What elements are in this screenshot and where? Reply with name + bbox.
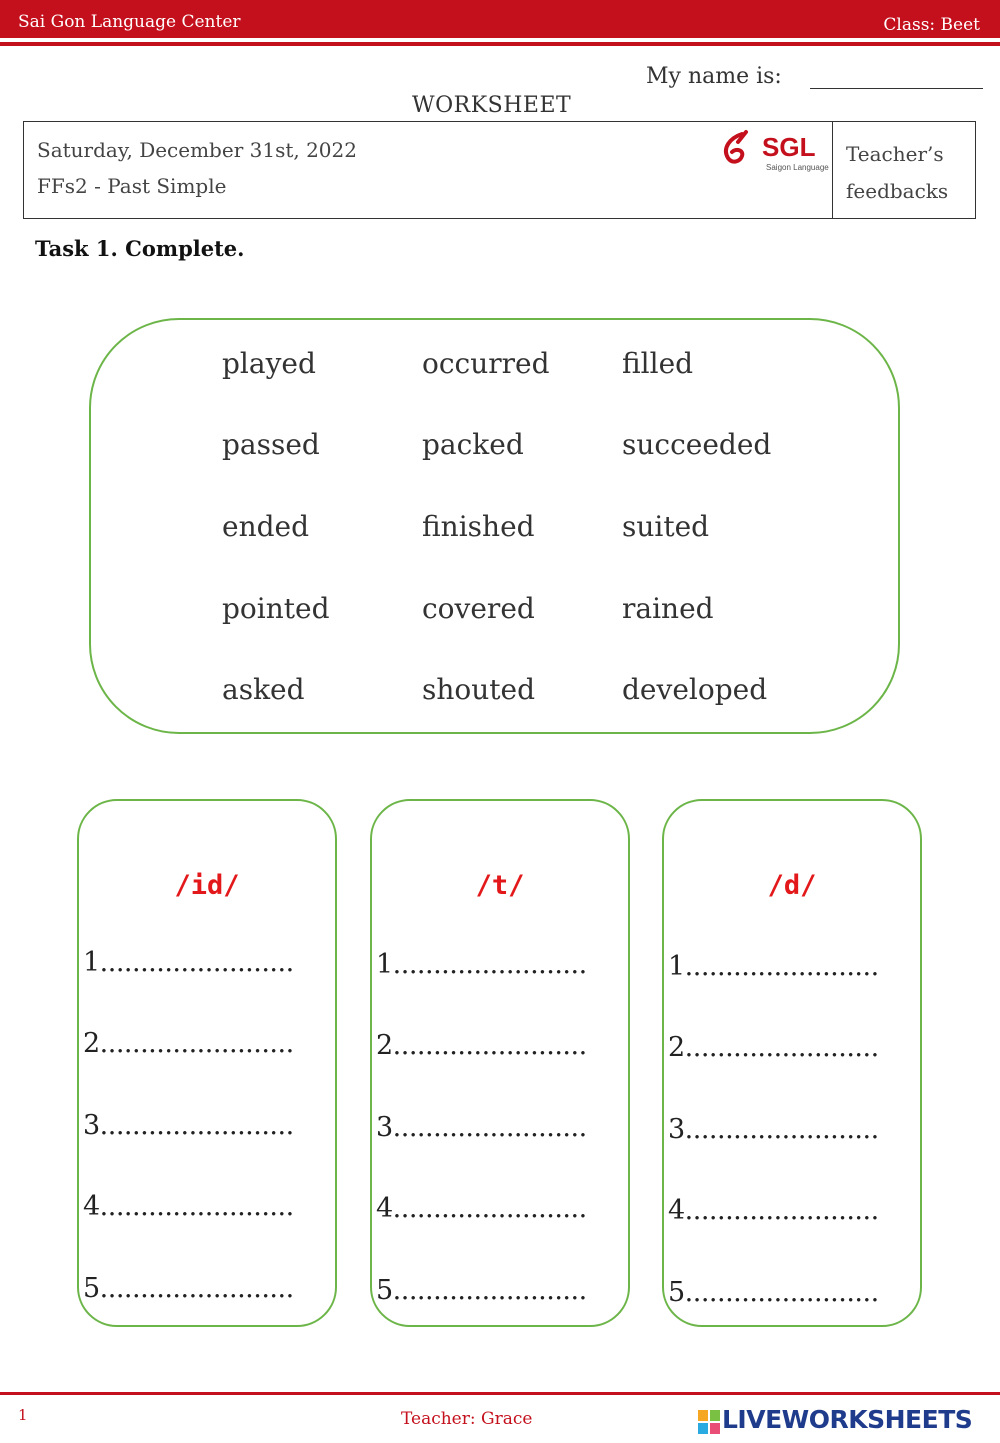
word-item[interactable]: developed xyxy=(622,673,768,706)
column-heading: /d/ xyxy=(767,870,817,901)
word-item[interactable]: played xyxy=(222,347,316,380)
logo-subtext: Saigon Language xyxy=(766,163,829,172)
word-item[interactable]: shouted xyxy=(422,673,536,706)
sgl-logo xyxy=(720,126,830,174)
answer-blank[interactable]: 2........................ xyxy=(668,1032,879,1063)
column-heading: /id/ xyxy=(174,870,240,901)
class-label: Class: Beet xyxy=(883,15,980,35)
liveworksheets-icon xyxy=(698,1410,720,1434)
answer-blank[interactable]: 1........................ xyxy=(83,947,294,978)
feedback-line-1: Teacher’s xyxy=(846,142,944,166)
answer-blank[interactable]: 3........................ xyxy=(83,1110,294,1141)
feedback-line-2: feedbacks xyxy=(846,179,949,203)
word-item[interactable]: succeeded xyxy=(622,428,772,461)
answer-blank[interactable]: 5........................ xyxy=(376,1275,587,1306)
column-heading: /t/ xyxy=(475,870,525,901)
answer-blank[interactable]: 3........................ xyxy=(668,1114,879,1145)
word-item[interactable]: ended xyxy=(222,510,310,543)
column-t-sound xyxy=(370,799,630,1327)
word-bank xyxy=(89,318,900,734)
word-item[interactable]: covered xyxy=(422,592,535,625)
info-divider xyxy=(832,122,833,218)
logo-text: SGL xyxy=(762,132,816,162)
word-item[interactable]: filled xyxy=(622,347,694,380)
word-item[interactable]: finished xyxy=(422,510,535,543)
center-name: Sai Gon Language Center xyxy=(18,12,241,32)
answer-blank[interactable]: 1........................ xyxy=(376,949,587,980)
column-d-sound xyxy=(662,799,922,1327)
header-rule xyxy=(0,42,1000,46)
word-item[interactable]: packed xyxy=(422,428,524,461)
answer-blank[interactable]: 2........................ xyxy=(83,1028,294,1059)
answer-blank[interactable]: 1........................ xyxy=(668,951,879,982)
answer-blank[interactable]: 4........................ xyxy=(668,1195,879,1226)
answer-blank[interactable]: 5........................ xyxy=(668,1277,879,1308)
teacher-name: Teacher: Grace xyxy=(401,1409,533,1429)
answer-blank[interactable]: 3........................ xyxy=(376,1112,587,1143)
word-item[interactable]: rained xyxy=(622,592,714,625)
word-item[interactable]: pointed xyxy=(222,592,330,625)
footer-rule xyxy=(0,1392,1000,1395)
header-bar xyxy=(0,0,1000,38)
answer-blank[interactable]: 4........................ xyxy=(83,1191,294,1222)
word-item[interactable]: occurred xyxy=(422,347,550,380)
column-id-sound xyxy=(77,799,337,1327)
worksheet-title: WORKSHEET xyxy=(412,93,572,118)
worksheet-date: Saturday, December 31st, 2022 xyxy=(37,138,357,162)
task-title: Task 1. Complete. xyxy=(35,236,245,261)
answer-blank[interactable]: 5........................ xyxy=(83,1273,294,1304)
worksheet-topic: FFs2 - Past Simple xyxy=(37,174,227,198)
answer-blank[interactable]: 4........................ xyxy=(376,1193,587,1224)
page-number: 1 xyxy=(18,1406,28,1424)
name-input-line[interactable] xyxy=(810,88,983,89)
teacher-feedback-label xyxy=(846,136,948,210)
liveworksheets-brand[interactable]: LIVEWORKSHEETS xyxy=(722,1405,973,1434)
answer-blank[interactable]: 2........................ xyxy=(376,1030,587,1061)
word-item[interactable]: asked xyxy=(222,673,305,706)
word-item[interactable]: suited xyxy=(622,510,710,543)
word-item[interactable]: passed xyxy=(222,428,320,461)
info-box xyxy=(23,121,976,219)
name-prompt: My name is: xyxy=(646,64,782,89)
